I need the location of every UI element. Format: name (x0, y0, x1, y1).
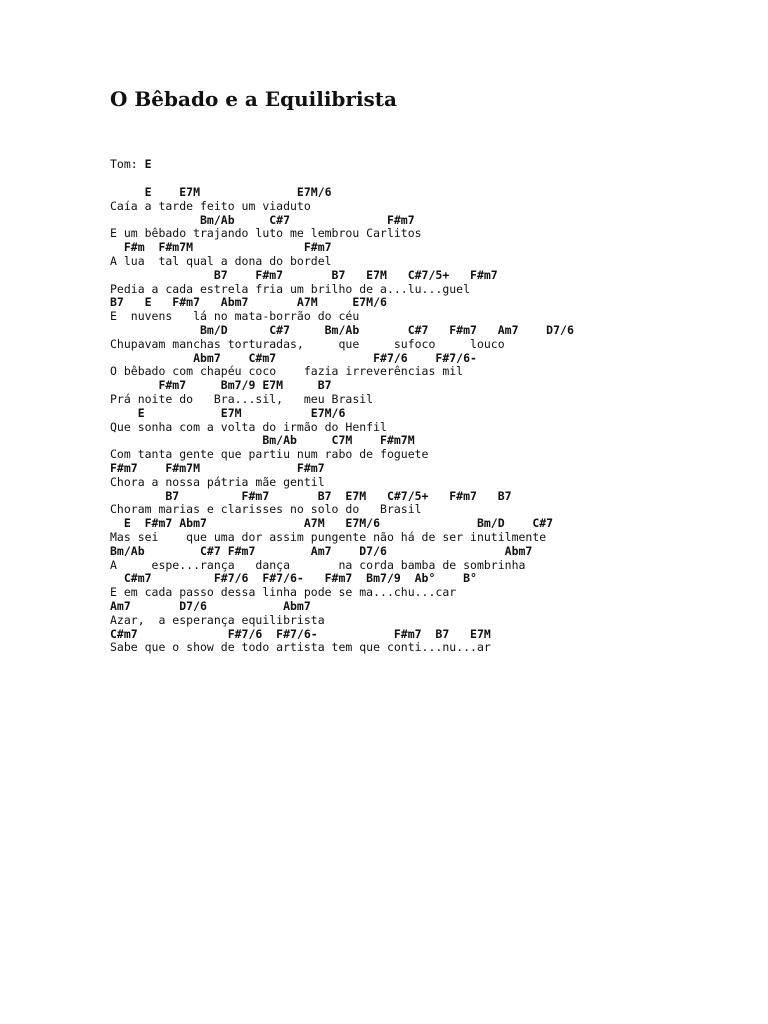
song-key-line (110, 158, 152, 172)
chord-line: B7 E F#m7 Abm7 A7M E7M/6 (110, 295, 387, 310)
chord-line: B7 F#m7 B7 E7M C#7/5+ F#m7 (110, 267, 498, 282)
lyric-line: Azar, a esperança equilibrista (110, 612, 325, 627)
lyric-line: E em cada passo dessa linha pode se ma...chu...car (110, 585, 457, 600)
chord-line: Bm/D C#7 Bm/Ab C#7 F#m7 Am7 D7/6 (110, 322, 574, 337)
lyric-line: Com tanta gente que partiu num rabo de foguete (110, 447, 429, 462)
chord-line: C#m7 F#7/6 F#7/6- F#m7 B7 E7M (110, 626, 491, 641)
song-title: O Bêbado e a Equilibrista (110, 87, 397, 111)
song-key-value: E (144, 157, 152, 171)
chord-line: Abm7 C#m7 F#7/6 F#7/6- (110, 350, 477, 365)
lyric-line: E um bêbado trajando luto me lembrou Carlitos (110, 226, 422, 241)
chord-line: E E7M E7M/6 (110, 405, 346, 420)
chord-line: F#m F#m7M F#m7 (110, 240, 332, 255)
lyric-line: A espe...rança dança na corda bamba de sombrinha (110, 557, 526, 572)
chord-line: Am7 D7/6 Abm7 (110, 598, 311, 613)
lyric-line: Chupavam manchas torturadas, que sufoco louco (110, 336, 505, 351)
lyric-line: Caía a tarde feito um viaduto (110, 198, 311, 213)
chord-line: Bm/Ab C#7 F#m7 Am7 D7/6 Abm7 (110, 543, 533, 558)
lyric-line: Que sonha com a volta do irmão do Henfil (110, 419, 387, 434)
lyric-line: E nuvens lá no mata-borrão do céu (110, 309, 360, 324)
lyric-line: Prá noite do Bra...sil, meu Brasil (110, 391, 374, 406)
lyric-line: Choram marias e clarisses no solo do Brasil (110, 502, 422, 517)
lyric-line: Chora a nossa pátria mãe gentil (110, 474, 325, 489)
chord-line: F#m7 Bm7/9 E7M B7 (110, 378, 332, 393)
lyric-line: Sabe que o show de todo artista tem que conti...nu...ar (110, 640, 491, 655)
chord-sheet (110, 186, 574, 655)
chord-line: Bm/Ab C7M F#m7M (110, 433, 415, 448)
song-key-label: Tom: (110, 157, 145, 171)
lyric-line: A lua tal qual a dona do bordel (110, 253, 332, 268)
lyric-line: Pedia a cada estrela fria um brilho de a...lu...guel (110, 281, 471, 296)
chord-line: E E7M E7M/6 (110, 185, 332, 199)
chord-line: F#m7 F#m7M F#m7 (110, 460, 325, 475)
chord-line: B7 F#m7 B7 E7M C#7/5+ F#m7 B7 (110, 488, 512, 503)
chord-line: C#m7 F#7/6 F#7/6- F#m7 Bm7/9 Ab° B° (110, 571, 477, 586)
chord-line: Bm/Ab C#7 F#m7 (110, 212, 415, 227)
chord-line: E F#m7 Abm7 A7M E7M/6 Bm/D C#7 (110, 516, 554, 531)
lyric-line: O bêbado com chapéu coco fazia irreverências mil (110, 364, 464, 379)
lyric-line: Mas sei que uma dor assim pungente não há de ser inutilmente (110, 529, 547, 544)
